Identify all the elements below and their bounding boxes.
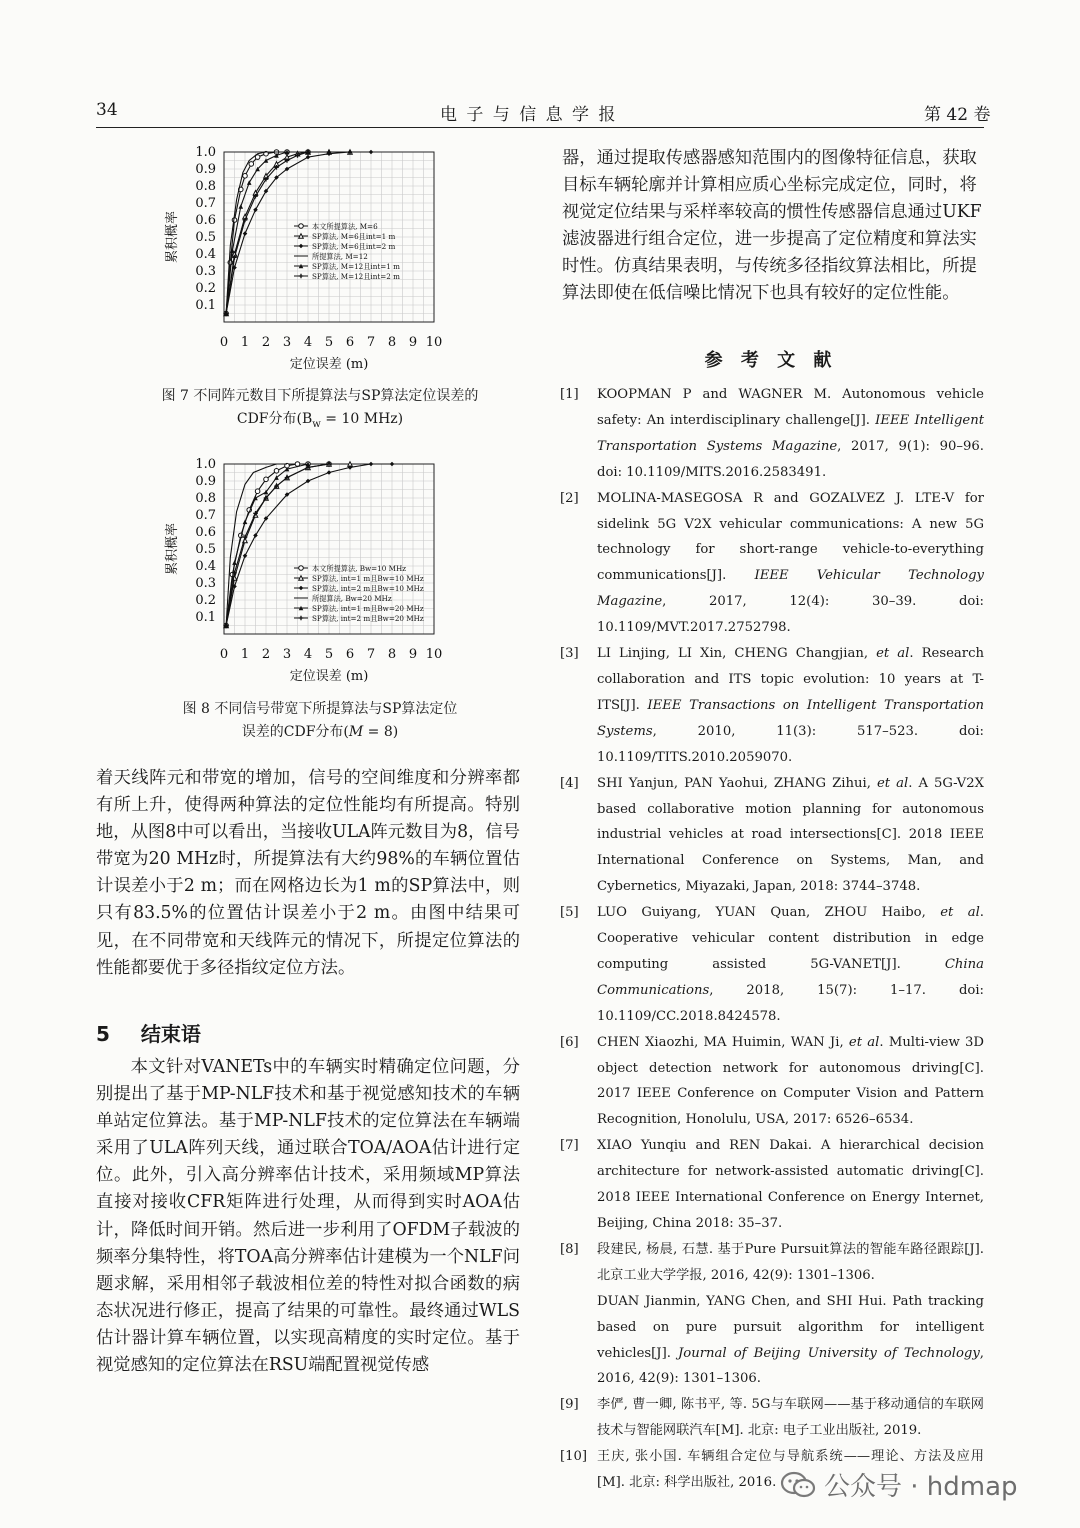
journal-title: 电 子 与 信 息 学 报 (440, 105, 618, 125)
conclusion-block (96, 1054, 520, 1379)
fig8-caption-tail: = 8) (363, 724, 399, 740)
y-tick-label: 1.0 (195, 457, 216, 472)
x-tick-label: 0 (219, 335, 229, 350)
y-tick-label: 0.8 (195, 179, 216, 194)
x-tick-label: 4 (303, 647, 313, 662)
reference-text: LI Linjing, LI Xin, CHENG Changjian, (597, 646, 877, 662)
left-paragraph: 着天线阵元和带宽的增加，信号的空间维度和分辨率都有所上升，使得两种算法的定位性能均有所提高。特别地，从图8中可以看出，当接收ULA阵元数目为8，信号带宽为20 MHz时，所提算法有大约98%的车辆位置估计误差小于2 m；而在网格边长为1 m的SP算法中，则只有83.5%的位置估计误差小于2 m。由图中结果可见，在不同带宽和天线阵元的情况下，所提定位算法的性能都要优于多径指纹定位方法。 (96, 768, 520, 978)
reference-text: China Communications (597, 956, 984, 998)
reference-text: , 2016, 42(9): 1301–1306. (597, 1345, 984, 1387)
data-point (369, 462, 374, 467)
x-tick-label: 5 (324, 335, 334, 350)
reference-number: [9] (560, 1397, 579, 1413)
header-rule (96, 127, 984, 128)
reference-number: [7] (560, 1138, 579, 1154)
x-tick-label: 3 (282, 335, 292, 350)
cdf-chart-antenna (140, 140, 460, 380)
legend-label: 本文所提算法, Bw=10 MHz (312, 564, 406, 573)
data-point (306, 155, 311, 160)
references-title: 参 考 文 献 (704, 350, 838, 371)
reference-text: , 2017, 9(1): 90–96. doi: 10.1109/MITS.2016.2583491. (597, 438, 984, 480)
reference-text: . Multi-view 3D object detection network for autonomous driving[C]. 2017 IEEE Conference on Computer Vision and Pattern Recognition, Honolulu, USA, 2017: 6526–6534. (597, 1034, 984, 1128)
data-point (243, 520, 248, 525)
legend-label: SP算法, M=12且int=2 m (312, 272, 400, 281)
x-axis-label: 定位误差 (m) (289, 357, 369, 372)
y-tick-label: 0.3 (195, 264, 216, 279)
fig7-caption-line1: 图 7 不同阵元数目下所提算法与SP算法定位误差的 (161, 388, 479, 404)
reference-text: Journal of Beijing University of Technology (678, 1345, 980, 1361)
reference-text: et al (876, 646, 910, 662)
reference-text: DUAN Jianmin, YANG Chen, and SHI Hui. Path tracking based on pure pursuit algorithm for intelligent vehicles[J]. (597, 1293, 984, 1361)
legend-label: SP算法, int=1 m且Bw=10 MHz (312, 574, 424, 583)
y-tick-label: 0.5 (195, 542, 216, 557)
reference-item (560, 1030, 984, 1134)
conclusion-paragraph: 本文针对VANETs中的车辆实时精确定位问题，分别提出了基于MP-NLF技术和基于视觉感知技术的车辆单站定位算法。基于MP-NLF技术的定位算法在车辆端采用了ULA阵列天线，通过联合TOA/AOA估计进行定位。此外，引入高分辨率估计技术，采用频域MP算法直接对接收CFR矩阵进行处理，从而得到实时AOA估计，降低时间开销。然后进一步利用了OFDM子载波的频率分集特性，将TOA高分辨率估计建模为一个NLF问题求解，采用相邻子载波相位差的特性对拟合函数的病态状况进行修正，提高了结果的可靠性。最终通过WLS估计器计算车辆位置，以实现高精度的实时定位。基于视觉感知的定位算法在RSU端配置视觉传感 (96, 1057, 520, 1376)
data-point (255, 489, 260, 494)
reference-item (560, 486, 984, 641)
reference-text: 王庆, 张小国. 车辆组合定位与导航系统——理论、方法及应用[M]. 北京: 科学出版社, 2016. (597, 1449, 984, 1491)
y-tick-label: 0.6 (195, 213, 216, 228)
legend-label: SP算法, M=6且int=1 m (312, 232, 396, 241)
reference-text: LUO Guiyang, YUAN Quan, ZHOU Haibo, (597, 905, 941, 921)
x-tick-label: 10 (425, 335, 443, 350)
legend-label: SP算法, int=1 m且Bw=20 MHz (312, 604, 424, 613)
reference-text: , 2010, 11(3): 517–523. doi: 10.1109/TITS.2010.2059070. (597, 723, 984, 765)
reference-item (560, 1237, 984, 1289)
x-tick-label: 1 (240, 647, 250, 662)
y-tick-label: 0.8 (195, 491, 216, 506)
data-point (299, 244, 304, 249)
reference-text: . A 5G-V2X based collaborative motion planning for autonomous industrial vehicles at road intersections[C]. 2018 IEEE International Conference on Systems, Man, and Cybernetics, Miyazaki, Japan, 2018: 3744–3748. (597, 775, 984, 895)
data-point (232, 560, 237, 565)
x-tick-label: 3 (282, 647, 292, 662)
figure-8 (140, 452, 460, 696)
legend-label: SP算法, M=6且int=2 m (312, 242, 396, 251)
right-paragraph: 器，通过提取传感器感知范围内的图像特征信息，获取目标车辆轮廓并计算相应质心坐标完成定位，同时，将视觉定位结果与采样率较高的惯性传感器信息通过UKF滤波器进行组合定位，进一步提高了定位精度和算法实时性。仿真结果表明，与传统多径指纹算法相比，所提算法即使在低信噪比情况下也具有较好的定位性能。 (562, 148, 982, 304)
data-point (299, 566, 304, 571)
reference-text: IEEE Intelligent Transportation Systems Magazine (597, 412, 984, 454)
figure-8-caption (120, 698, 520, 744)
data-point (299, 234, 304, 239)
x-tick-label: 6 (345, 335, 355, 350)
x-tick-label: 7 (366, 335, 376, 350)
section-heading (96, 1018, 201, 1047)
x-tick-label: 0 (219, 647, 229, 662)
reference-item (560, 382, 984, 486)
reference-item (560, 1133, 984, 1237)
data-point (327, 470, 332, 475)
reference-number: [2] (560, 490, 579, 506)
reference-text: et al (848, 1034, 880, 1050)
data-point (299, 224, 304, 229)
wechat-icon (780, 1471, 816, 1499)
data-point (299, 586, 304, 591)
right-para-continue (562, 145, 984, 308)
legend-label: SP算法, int=2 m且Bw=20 MHz (312, 614, 424, 623)
reference-number: [4] (560, 775, 579, 791)
reference-number: [6] (560, 1034, 579, 1050)
reference-number: [8] (560, 1241, 579, 1257)
reference-number: [10] (560, 1449, 588, 1465)
legend (294, 222, 400, 281)
y-tick-label: 1.0 (195, 145, 216, 160)
reference-item (560, 641, 984, 771)
fig8-caption-line1: 图 8 不同信号带宽下所提算法与SP算法定位 (182, 701, 458, 717)
x-tick-label: 9 (408, 647, 418, 662)
left-para-continue (96, 765, 520, 982)
page-number: 34 (96, 100, 118, 120)
data-point (299, 576, 304, 581)
legend-label: 本文所提算法, M=6 (312, 222, 378, 231)
x-tick-label: 2 (261, 647, 271, 662)
cdf-chart-bandwidth (140, 452, 460, 692)
reference-item (560, 1392, 984, 1444)
watermark-text: 公众号 · hdmap (824, 1472, 1018, 1502)
fig7-caption-line2: CDF分布(B (236, 411, 313, 427)
data-point (249, 162, 254, 167)
data-point (390, 462, 395, 467)
x-tick-label: 8 (387, 335, 397, 350)
y-tick-label: 0.1 (195, 610, 216, 625)
figure-7 (140, 140, 460, 384)
y-tick-label: 0.7 (195, 196, 216, 211)
data-point (243, 231, 248, 236)
x-axis-label: 定位误差 (m) (289, 669, 369, 684)
data-point (264, 477, 269, 482)
reference-text: CHEN Xiaozhi, MA Huimin, WAN Ji, (597, 1034, 849, 1050)
data-point (369, 150, 374, 155)
legend-label: 所提算法, Bw=20 MHz (312, 594, 392, 603)
reference-number: [3] (560, 646, 579, 662)
reference-number: [1] (560, 387, 579, 402)
x-tick-label: 7 (366, 647, 376, 662)
references-list (560, 382, 984, 1496)
y-tick-label: 0.9 (195, 474, 216, 489)
fig7-caption-sub: w (312, 418, 321, 430)
watermark (780, 1466, 1018, 1503)
x-tick-label: 9 (408, 335, 418, 350)
x-tick-label: 1 (240, 335, 250, 350)
reference-text: , 2018, 15(7): 1–17. doi: 10.1109/CC.2018.8424578. (597, 982, 984, 1024)
data-point (239, 204, 244, 209)
y-tick-label: 0.3 (195, 576, 216, 591)
x-tick-label: 8 (387, 647, 397, 662)
legend-label: SP算法, M=12且int=1 m (312, 262, 400, 271)
y-axis-label: 累积概率 (165, 522, 180, 576)
reference-text: IEEE Vehicular Technology Magazine (597, 568, 985, 610)
x-tick-label: 6 (345, 647, 355, 662)
data-point (230, 248, 235, 253)
reference-item (560, 1289, 984, 1393)
x-tick-label: 4 (303, 335, 313, 350)
reference-text: SHI Yanjun, PAN Yaohui, ZHANG Zihui, (597, 775, 877, 791)
data-point (274, 469, 279, 474)
reference-number: [5] (560, 905, 579, 921)
reference-text: , 2017, 12(4): 30–39. doi: 10.1109/MVT.2017.2752798. (597, 594, 984, 636)
reference-item (560, 771, 984, 901)
reference-text: 段建民, 杨晨, 石慧. 基于Pure Pursuit算法的智能车路径跟踪[J]. 北京工业大学学报, 2016, 42(9): 1301–1306. (597, 1241, 984, 1283)
data-point (299, 274, 304, 279)
reference-text: MOLINA-MASEGOSA R and GOZALVEZ J. LTE-V for sidelink 5G V2X vehicular communications: A new 5G technology for short-range vehicle-to-everything communications[J]. (597, 490, 984, 584)
fig8-caption-line2: 误差的CDF分布( (241, 724, 349, 740)
x-tick-label: 10 (425, 647, 443, 662)
reference-text: XIAO Yunqiu and REN Dakai. A hierarchical decision architecture for network-assisted automatic driving[C]. 2018 IEEE International Conference on Energy Internet, Beijing, China 2018: 35–37. (597, 1138, 984, 1231)
reference-text: KOOPMAN P and WAGNER M. Autonomous vehicle safety: An interdisciplinary challenge[J]. (597, 387, 984, 428)
volume-label: 第 42 卷 (924, 105, 991, 125)
y-tick-label: 0.1 (195, 298, 216, 313)
x-tick-label: 2 (261, 335, 271, 350)
reference-item (560, 900, 984, 1030)
reference-text: 李俨, 曹一卿, 陈书平, 等. 5G与车联网——基于移动通信的车联网技术与智能网联汽车[M]. 北京: 电子工业出版社, 2019. (597, 1397, 984, 1439)
y-tick-label: 0.2 (195, 281, 216, 296)
legend-label: SP算法, int=2 m且Bw=10 MHz (312, 584, 424, 593)
y-tick-label: 0.5 (195, 230, 216, 245)
y-tick-label: 0.6 (195, 525, 216, 540)
fig7-caption-tail: = 10 MHz) (320, 411, 404, 427)
y-tick-label: 0.4 (195, 247, 216, 262)
y-tick-label: 0.4 (195, 559, 216, 574)
reference-text: . Research collaboration and ITS topic evolution: 10 years at T-ITS[J]. (597, 646, 984, 713)
reference-text: . Cooperative vehicular content distribution in edge computing assisted 5G-VANET[J]. (597, 905, 984, 972)
legend (294, 564, 424, 623)
x-tick-label: 5 (324, 647, 334, 662)
section-title: 结束语 (140, 1022, 201, 1046)
figure-7-caption (120, 385, 520, 436)
y-tick-label: 0.2 (195, 593, 216, 608)
y-tick-label: 0.9 (195, 162, 216, 177)
fig8-caption-m: M (348, 724, 364, 740)
legend-label: 所提算法, M=12 (312, 252, 368, 261)
reference-text: et al (876, 775, 909, 791)
reference-text: et al (940, 905, 980, 921)
y-axis-label: 累积概率 (165, 210, 180, 264)
data-point (299, 616, 304, 621)
reference-text: IEEE Transactions on Intelligent Transportation Systems (597, 697, 985, 739)
y-tick-label: 0.7 (195, 508, 216, 523)
section-number: 5 (96, 1022, 110, 1046)
data-point (243, 174, 248, 179)
